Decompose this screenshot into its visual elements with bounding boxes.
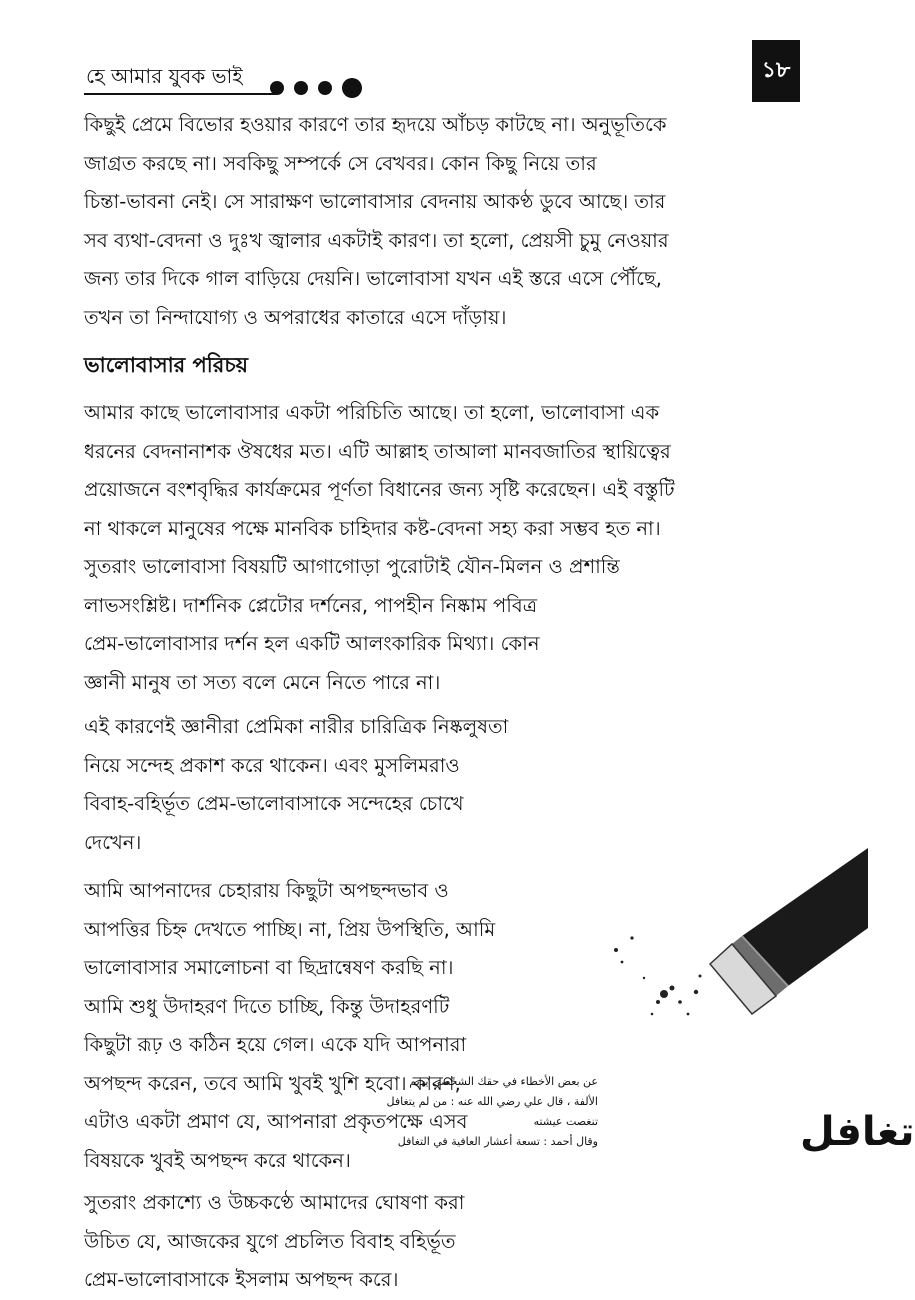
text-line: অপছন্দ করেন, তবে আমি খুবই খুশি হবো। কারণ, [84, 1071, 461, 1095]
text-line: প্রয়োজনে বংশবৃদ্ধির কার্যক্রমের পূর্ণতা বিধানের জন্য সৃষ্টি করেছেন। এই বস্তুটি [84, 478, 675, 501]
dot-4 [342, 78, 362, 98]
text-line: সুতরাং ভালোবাসা বিষয়টি আগাগোড়া পুরোটাই যৌন-মিলন ও প্রশান্তি [84, 555, 620, 578]
text-line: জন্য তার দিকে গাল বাড়িয়ে দেয়নি। ভালোবাসা যখন এই স্তরে এসে পৌঁছে, [84, 267, 662, 290]
eraser-crumbs [614, 936, 702, 1015]
arabic-line-3: تنغصت عيشته [533, 1115, 598, 1128]
text-line: ধরনের বেদনানাশক ঔষধের মত। এটি আল্লাহ তাআলা মানবজাতির স্থায়িত্বের [84, 439, 671, 463]
text-line: আমি আপনাদের চেহারায় কিছুটা অপছন্দভাব ও [84, 879, 449, 902]
page-number: ১৮ [752, 40, 800, 102]
arabic-title-word: تغافل [800, 1109, 915, 1155]
text-line: জাগ্রত করছে না। সবকিছু সম্পর্কে সে বেখবর। কোন কিছু নিয়ে তার [84, 151, 597, 175]
text-line: লাভসংশ্লিষ্ট। দার্শনিক প্লেটোর দর্শনের, পাপহীন নিষ্কাম পবিত্র [84, 593, 538, 617]
text-line: আমি শুধু উদাহরণ দিতে চাচ্ছি, কিন্তু উদাহরণটি [84, 994, 450, 1018]
text-line: তখন তা নিন্দাযোগ্য ও অপরাধের কাতারে এসে দাঁড়ায়। [84, 305, 507, 329]
text-line: সুতরাং প্রকাশ্যে ও উচ্চকণ্ঠে আমাদের ঘোষণা করা [84, 1191, 465, 1214]
text-line: বিষয়কে খুবই অপছন্দ করে থাকেন। [84, 1148, 351, 1172]
paragraph-3 [84, 708, 604, 862]
arabic-line-4: وقال أحمد : تسعة أعشار العافية في التغافل [397, 1135, 598, 1148]
arabic-line-1: عن بعض الأخطاء في حقك الشخصي يديم [409, 1075, 598, 1088]
text-line: আমার কাছে ভালোবাসার একটা পরিচিতি আছে। তা হলো, ভালোবাসা এক [84, 401, 660, 424]
text-line: না থাকলে মানুষের পক্ষে মানবিক চাহিদার কষ্ট-বেদনা সহ্য করা সম্ভব হত না। [84, 516, 661, 540]
pencil-eraser-illustration [592, 818, 868, 1058]
paragraph-1 [84, 106, 802, 337]
text-line: এই কারণেই জ্ঞানীরা প্রেমিকা নারীর চারিত্রিক নিষ্কলুষতা [84, 715, 509, 738]
text-line: উচিত যে, আজকের যুগে প্রচলিত বিবাহ বহির্ভূত [84, 1229, 456, 1253]
text-line: কিছুটা রূঢ় ও কঠিন হয়ে গেল। একে যদি আপনারা [84, 1033, 467, 1056]
dot-3 [318, 81, 332, 95]
text-line: প্রেম-ভালোবাসাকে ইসলাম অপছন্দ করে। [84, 1268, 399, 1291]
text-line: আপত্তির চিহ্ন দেখতে পাচ্ছি। না, প্রিয় উপস্থিতি, আমি [84, 917, 496, 941]
section-heading: ভালোবাসার পরিচয় [84, 353, 249, 377]
text-line: জ্ঞানী মানুষ তা সত্য বলে মেনে নিতে পারে না। [84, 670, 441, 694]
text-line: কিছুই প্রেমে বিভোর হওয়ার কারণে তার হৃদয়ে আঁচড় কাটছে না। অনুভূতিকে [84, 113, 667, 136]
paragraph-2 [84, 394, 802, 702]
paragraph-5 [84, 1184, 554, 1300]
text-line: বিবাহ-বহির্ভূত প্রেম-ভালোবাসাকে সন্দেহের চোখে [84, 792, 464, 815]
dot-2 [294, 81, 308, 95]
header-dots [270, 81, 362, 98]
text-line: দেখেন। [84, 830, 142, 854]
header-rule [84, 93, 276, 95]
text-line: নিয়ে সন্দেহ প্রকাশ করে থাকেন। এবং মুসলিমরাও [84, 753, 460, 777]
text-line: এটাও একটা প্রমাণ যে, আপনারা প্রকৃতপক্ষে এসব [84, 1110, 468, 1133]
text-line: প্রেম-ভালোবাসার দর্শন হল একটি আলংকারিক মিথ্যা। কোন [84, 632, 540, 655]
pencil-icon [710, 848, 868, 1014]
running-header: হে আমার যুবক ভাই [86, 64, 243, 88]
arabic-line-2: الألفة ، قال علي رضي الله عنه : من لم يتغافل [386, 1095, 598, 1108]
text-line: চিন্তা-ভাবনা নেই। সে সারাক্ষণ ভালোবাসার বেদনায় আকণ্ঠ ডুবে আছে। তার [84, 190, 666, 213]
text-line: সব ব্যথা-বেদনা ও দুঃখ জ্বালার একটাই কারণ। তা হলো, প্রেয়সী চুমু নেওয়ার [84, 228, 669, 252]
dot-1 [270, 81, 284, 95]
text-line: ভালোবাসার সমালোচনা বা ছিদ্রান্বেষণ করছি না। [84, 956, 454, 979]
